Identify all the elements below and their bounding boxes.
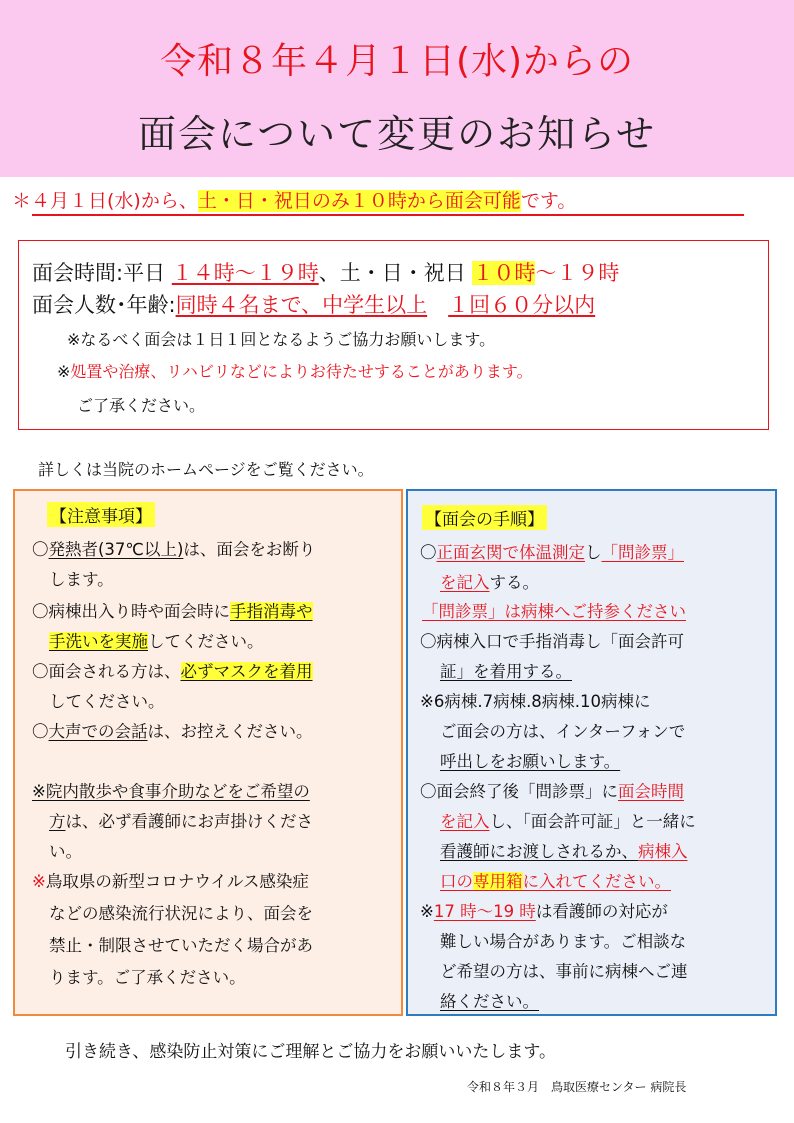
homepage-note: 詳しくは当院のホームページをご覧ください。 [38, 460, 374, 479]
caution-text: は、必ず看護師にお声掛けくださ [65, 812, 313, 831]
footer-signature: 令和８年３月 鳥取医療センター 病院長 [467, 1080, 687, 1094]
procedure-line: ※6病棟.7病棟.8病棟.10病棟に [420, 692, 651, 711]
caution-line: などの感染流行状況により、面会を [49, 904, 313, 923]
caution-text: は、お控えください。 [147, 722, 313, 741]
hand-wash-text: 手洗いを実施 [49, 632, 148, 651]
title-line-2: 面会について変更のお知らせ [137, 112, 657, 156]
spacer [427, 293, 448, 317]
caution-line [32, 868, 309, 892]
caution-box [13, 489, 403, 1016]
procedure-line [440, 808, 696, 832]
ward-entrance-text: 病棟入 [638, 842, 688, 861]
time-label: 面会時間:平日 [32, 261, 172, 285]
weekend-notice [12, 186, 576, 213]
bullet: 〇 [32, 540, 49, 559]
once-per-day-note: ※なるべく面会は１日１回となるようご協力お願いします。 [67, 330, 496, 349]
ward-entrance-text: 口の [440, 872, 473, 891]
visit-time-text: 面会時間 [618, 782, 684, 801]
caution-text: は、面会をお断り [183, 540, 316, 559]
note-mark: ※ [420, 902, 434, 921]
bullet: 〇 [420, 543, 437, 562]
weekend-start: １０時 [472, 261, 536, 285]
weekend-label: 、土・日・祝日 [318, 261, 473, 285]
procedure-text: 〇面会終了後「問診票」に [420, 782, 618, 801]
procedure-line [440, 988, 539, 1012]
understanding-note: ご了承ください。 [77, 396, 206, 415]
hand-disinfect-text: 手指消毒や [230, 602, 313, 621]
caution-line: ります。ご了承ください。 [49, 968, 246, 987]
caution-heading: 【注意事項】 [47, 502, 155, 527]
notice-text-c: です。 [520, 190, 577, 212]
procedure-line [440, 569, 539, 593]
notice-text-b: 土・日・祝日のみ１０時から面会可能 [197, 190, 521, 212]
weekend-end: ～１９時 [535, 261, 620, 285]
notice-underline [32, 214, 744, 216]
procedure-text: し、「面会許可証」と一緒に [489, 812, 696, 831]
closing-message: 引き続き、感染防止対策にご理解とご協力をお願いいたします。 [65, 1042, 556, 1062]
procedure-text: 呼出しをお願いします。 [440, 752, 621, 771]
fill-in-text: を記入 [440, 812, 490, 831]
procedure-text: は看護師の対応が [535, 902, 668, 921]
caution-line: い。 [49, 842, 82, 861]
procedure-line [440, 868, 671, 892]
weekday-hours: １４時～１９時 [171, 261, 319, 285]
note-mark: ※ [57, 362, 71, 381]
procedure-line: ど希望の方は、事前に病棟へご連 [440, 962, 688, 981]
procedure-line [440, 838, 688, 862]
caution-line [49, 628, 264, 652]
notice-text-a: ＊４月１日(水)から、 [12, 190, 198, 212]
questionnaire-text: 「問診票」 [601, 543, 684, 562]
procedure-line: ご面会の方は、インターフォンで [440, 722, 686, 741]
loud-voice-text: 大声での会話 [48, 722, 148, 741]
walk-note-text: ※院内散歩や食事介助などをご希望の [32, 782, 310, 801]
note-mark: ※ [32, 872, 46, 891]
visiting-hours-box [18, 240, 769, 430]
caution-text: 〇病棟出入り時や面会時に [32, 602, 230, 621]
procedure-text: する。 [489, 573, 539, 592]
duration-limit: １回６０分以内 [448, 293, 596, 317]
wait-note [57, 359, 533, 382]
procedure-box [406, 489, 777, 1016]
procedure-line [420, 778, 684, 802]
caution-text: 〇面会される方は、 [32, 662, 181, 681]
fever-text: 発熱者 [48, 540, 98, 559]
wait-note-text: 処置や治療、リハビリなどによりお待たせすることがあります。 [70, 362, 533, 381]
procedure-text: 証」を着用する。 [440, 662, 572, 681]
procedure-line [420, 898, 668, 922]
count-limit: 同時４名まで、中学生以上 [175, 293, 428, 317]
title-banner [0, 0, 794, 177]
caution-text: してください。 [148, 632, 264, 651]
procedure-line: 〇病棟入口で手指消毒し「面会許可 [420, 632, 684, 651]
bullet: 〇 [32, 722, 49, 741]
caution-line [32, 718, 313, 742]
visitor-count-line [32, 289, 595, 319]
procedure-heading: 【面会の手順】 [422, 505, 547, 530]
mask-text: 必ずマスクを着用 [180, 662, 313, 681]
temperature-text: (37℃以上) [98, 540, 184, 559]
fill-in-text: を記入 [440, 573, 490, 592]
procedure-line [422, 598, 686, 622]
caution-line: します。 [49, 570, 114, 589]
visiting-time-line [32, 257, 619, 287]
caution-line [32, 598, 313, 622]
procedure-line [420, 539, 684, 563]
walk-note-text: 方 [49, 812, 66, 831]
title-line-1: 令和８年４月１日(水)からの [159, 41, 635, 82]
procedure-text: 看護師にお渡しされるか、 [440, 842, 638, 861]
caution-line: 禁止・制限させていただく場合があ [49, 936, 313, 955]
bring-questionnaire-text: 「問診票」は病棟へご持参ください [422, 602, 686, 621]
procedure-line: 難しい場合があります。ご相談な [440, 932, 687, 951]
procedure-line [440, 658, 572, 682]
temperature-check-text: 正面玄関で体温測定 [436, 543, 585, 562]
caution-line [32, 536, 315, 560]
caution-text: 鳥取県の新型コロナウイルス感染症 [45, 872, 309, 891]
caution-line [49, 808, 313, 832]
caution-line [32, 778, 310, 802]
count-label: 面会人数･年齢: [32, 293, 176, 317]
dedicated-box-text: 専用箱 [473, 872, 523, 891]
procedure-text: 絡ください。 [440, 992, 539, 1011]
caution-line [32, 658, 313, 682]
procedure-text: し [585, 543, 602, 562]
time-range-text: 17 時～19 時 [433, 902, 536, 921]
caution-line: してください。 [49, 692, 165, 711]
procedure-line [440, 748, 620, 772]
ward-entrance-text: に入れてください。 [522, 872, 671, 891]
